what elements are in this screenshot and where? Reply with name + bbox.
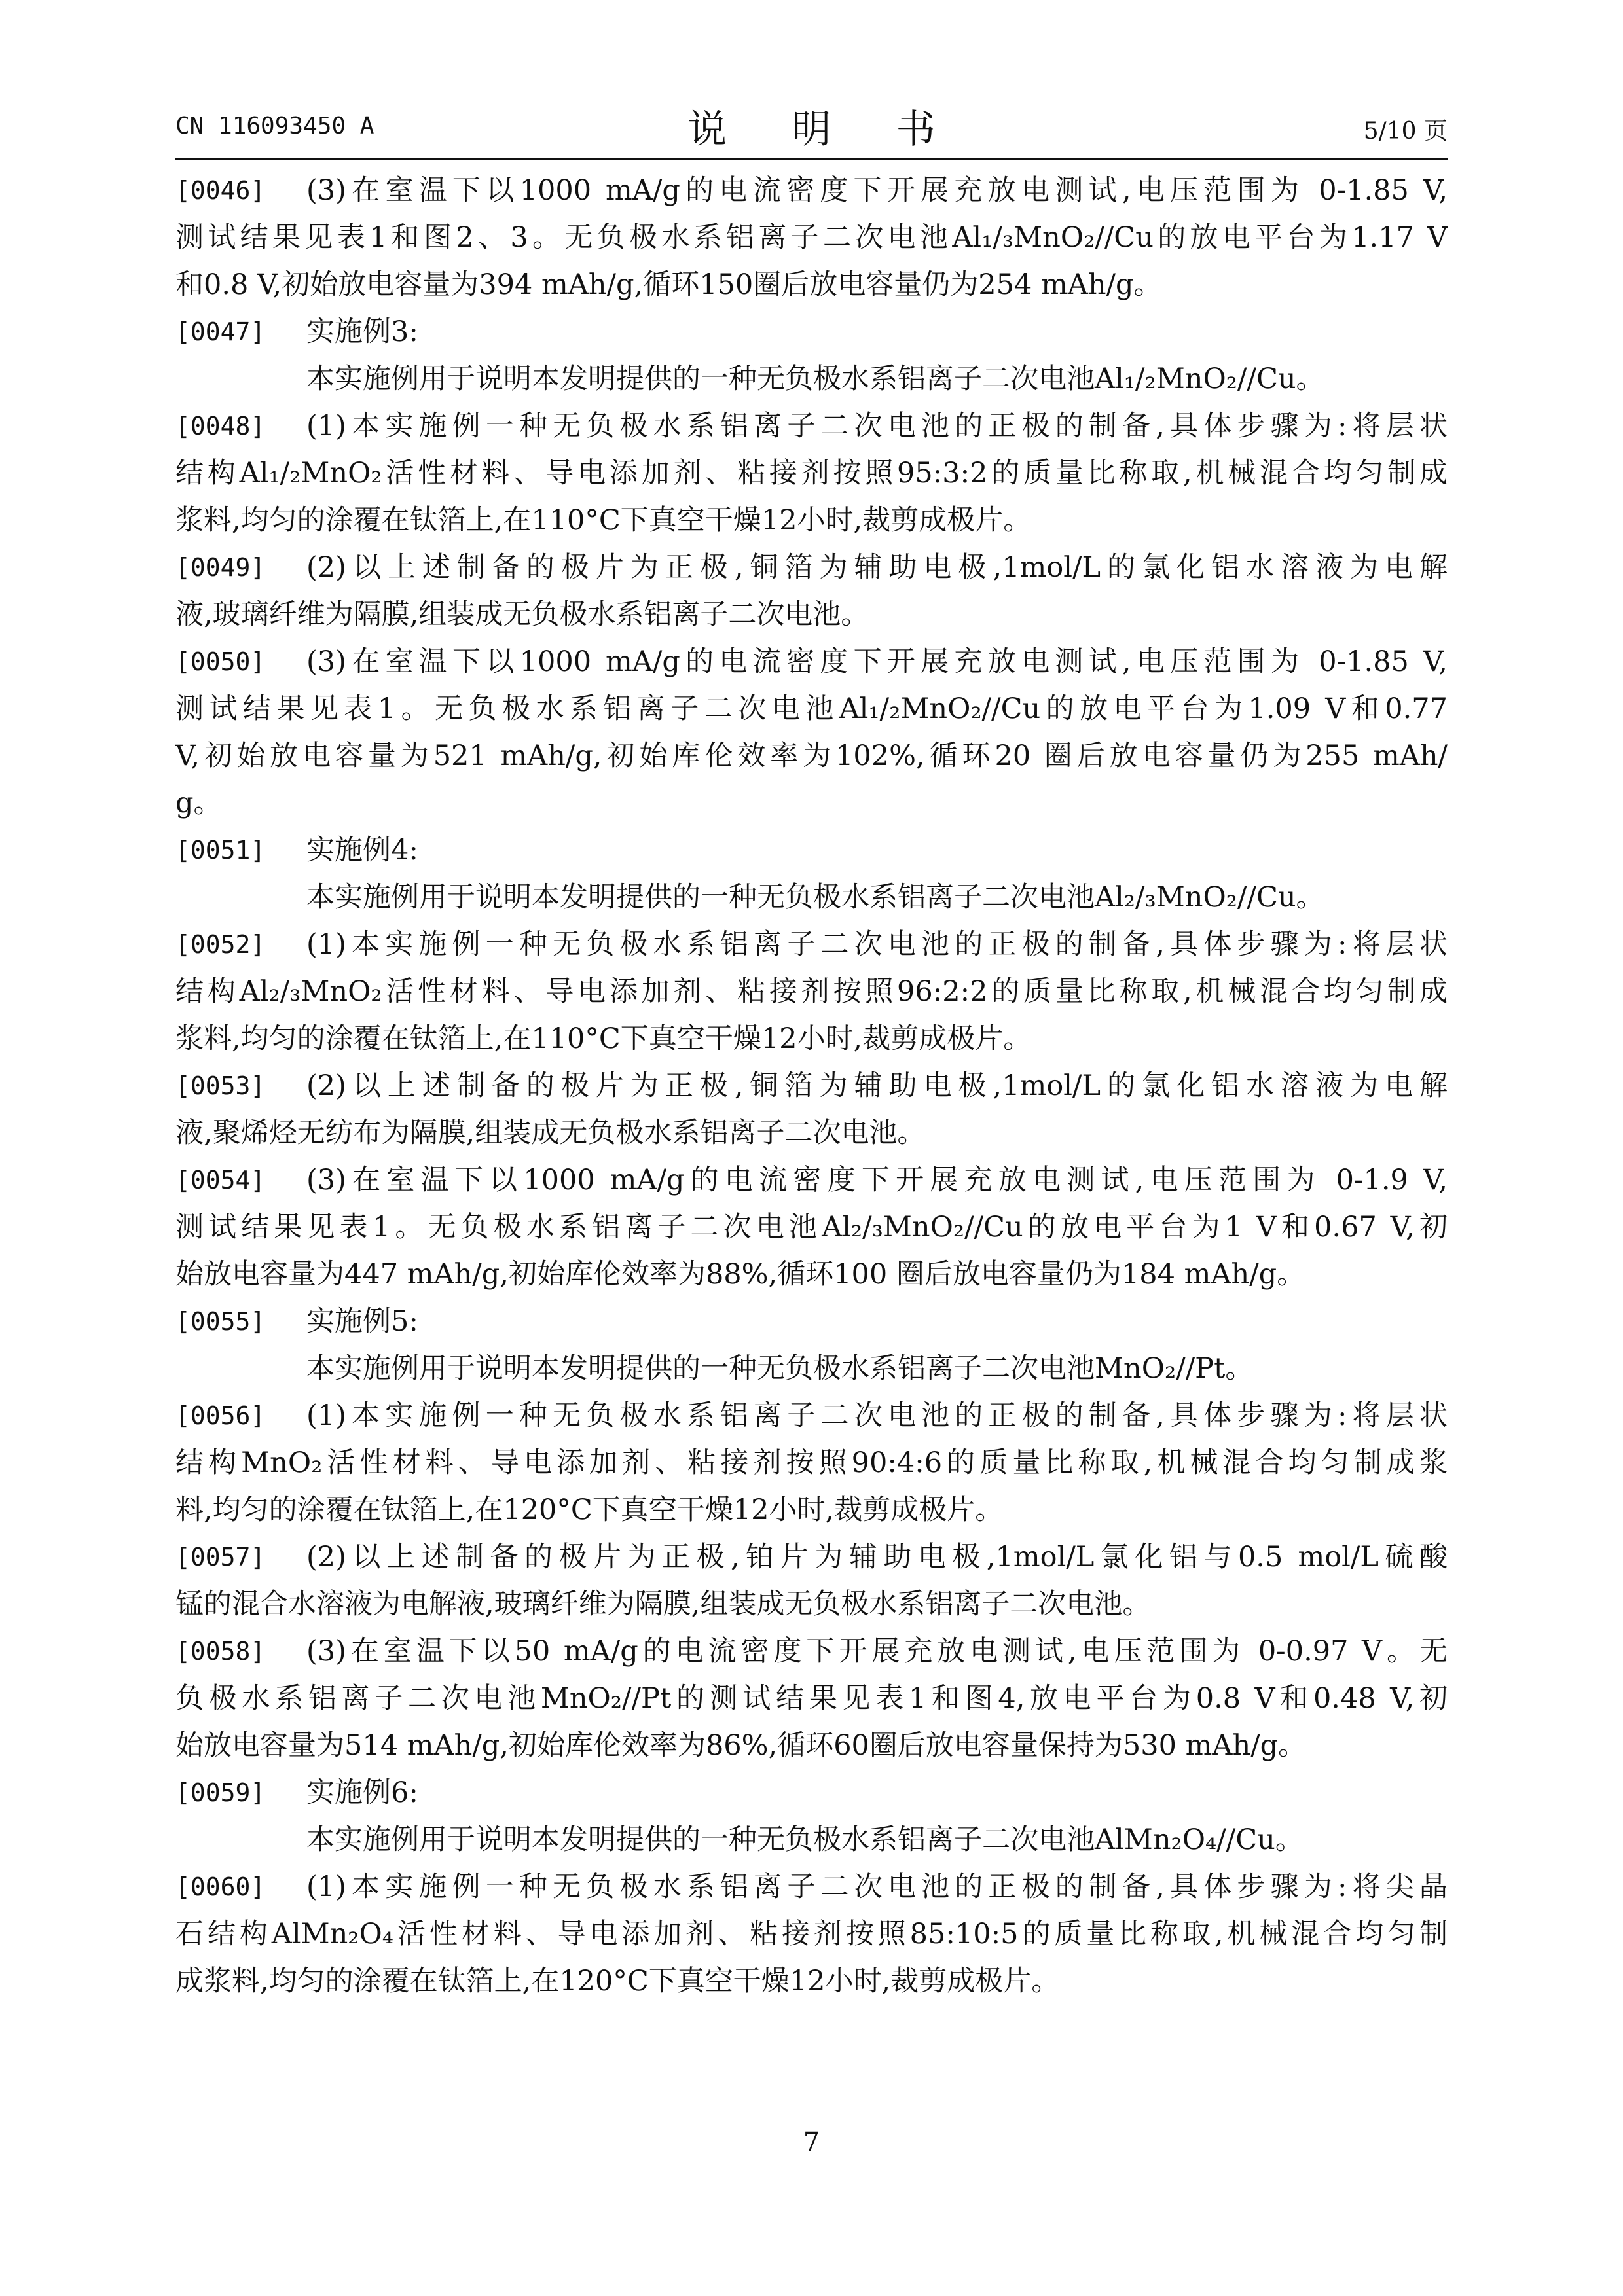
paragraph-line: 结构Al₁/₂MnO₂活性材料、导电添加剂、粘接剂按照95:3:2的质量比称取,机械混合均匀制成 bbox=[175, 457, 1448, 490]
paragraph bbox=[175, 1157, 1448, 1298]
paragraph-line: 料,均匀的涂覆在钛箔上,在120°C下真空干燥12小时,裁剪成极片。 bbox=[175, 1494, 1004, 1526]
paragraph-number: [0049] bbox=[175, 553, 266, 582]
page-of-total: 5/10 页 bbox=[1363, 118, 1448, 145]
paragraph-line: 和0.8 V,初始放电容量为394 mAh/g,循环150圈后放电容量仍为254 mAh/g。 bbox=[175, 268, 1162, 301]
paragraph bbox=[175, 1345, 1448, 1392]
paragraph-number: [0050] bbox=[175, 647, 266, 676]
page-header bbox=[175, 98, 1448, 157]
paragraph-number: [0051] bbox=[175, 836, 266, 865]
document-body bbox=[175, 167, 1448, 2005]
paragraph-line: 测试结果见表1。无负极水系铝离子二次电池Al₂/₃MnO₂//Cu的放电平台为1 V和0.67 V,初 bbox=[175, 1211, 1448, 1244]
paragraph bbox=[175, 167, 1448, 308]
paragraph bbox=[175, 638, 1448, 827]
paragraph-line: 锰的混合水溶液为电解液,玻璃纤维为隔膜,组装成无负极水系铝离子二次电池。 bbox=[175, 1588, 1151, 1621]
paragraph-line: 结构MnO₂活性材料、导电添加剂、粘接剂按照90:4:6的质量比称取,机械混合均匀制成浆 bbox=[175, 1446, 1448, 1479]
paragraph-line: 浆料,均匀的涂覆在钛箔上,在110°C下真空干燥12小时,裁剪成极片。 bbox=[175, 504, 1032, 537]
paragraph-number: [0054] bbox=[175, 1166, 266, 1194]
paragraph bbox=[175, 403, 1448, 544]
paragraph-line: 液,玻璃纤维为隔膜,组装成无负极水系铝离子二次电池。 bbox=[175, 598, 869, 631]
paragraph-line: 实施例5: bbox=[306, 1305, 418, 1338]
paragraph bbox=[175, 1298, 1448, 1345]
paragraph-line: 本实施例用于说明本发明提供的一种无负极水系铝离子二次电池Al₂/₃MnO₂//Cu。 bbox=[306, 881, 1324, 914]
paragraph-line: 结构Al₂/₃MnO₂活性材料、导电添加剂、粘接剂按照96:2:2的质量比称取,机械混合均匀制成 bbox=[175, 975, 1448, 1008]
paragraph bbox=[175, 1062, 1448, 1157]
paragraph-line: 液,聚烯烃无纺布为隔膜,组装成无负极水系铝离子二次电池。 bbox=[175, 1117, 926, 1149]
paragraph-line: (1)本实施例一种无负极水系铝离子二次电池的正极的制备,具体步骤为:将层状 bbox=[306, 1399, 1448, 1432]
paragraph bbox=[175, 544, 1448, 638]
paragraph-line: (3)在室温下以50 mA/g的电流密度下开展充放电测试,电压范围为 0-0.97 V。无 bbox=[306, 1635, 1448, 1668]
paragraph-line: 测试结果见表1和图2、3。无负极水系铝离子二次电池Al₁/₃MnO₂//Cu的放电平台为1.17 V bbox=[175, 221, 1448, 254]
document-id: CN 116093450 A bbox=[175, 113, 374, 139]
paragraph-line: (1)本实施例一种无负极水系铝离子二次电池的正极的制备,具体步骤为:将层状 bbox=[306, 928, 1448, 961]
paragraph-line: 测试结果见表1。无负极水系铝离子二次电池Al₁/₂MnO₂//Cu的放电平台为1.09 V和0.77 bbox=[175, 692, 1448, 725]
paragraph bbox=[175, 1534, 1448, 1628]
paragraph-line: (2)以上述制备的极片为正极,铜箔为辅助电极,1mol/L的氯化铝水溶液为电解 bbox=[306, 551, 1448, 584]
paragraph bbox=[175, 308, 1448, 355]
paragraph-line: 实施例3: bbox=[306, 315, 418, 348]
paragraph bbox=[175, 827, 1448, 874]
paragraph-number: [0059] bbox=[175, 1778, 266, 1807]
paragraph-number: [0048] bbox=[175, 412, 266, 440]
paragraph-line: 本实施例用于说明本发明提供的一种无负极水系铝离子二次电池Al₁/₂MnO₂//Cu。 bbox=[306, 363, 1324, 395]
paragraph-number: [0052] bbox=[175, 930, 266, 959]
paragraph-line: 石结构AlMn₂O₄活性材料、导电添加剂、粘接剂按照85:10:5的质量比称取,机械混合均匀制 bbox=[175, 1918, 1448, 1950]
paragraph bbox=[175, 1769, 1448, 1816]
paragraph-line: (3)在室温下以1000 mA/g的电流密度下开展充放电测试,电压范围为 0-1.85 V, bbox=[306, 645, 1448, 678]
paragraph-line: 本实施例用于说明本发明提供的一种无负极水系铝离子二次电池MnO₂//Pt。 bbox=[306, 1352, 1254, 1385]
paragraph-line: 实施例6: bbox=[306, 1776, 418, 1809]
paragraph-line: g。 bbox=[175, 787, 222, 819]
paragraph-number: [0060] bbox=[175, 1873, 266, 1901]
paragraph bbox=[175, 1628, 1448, 1769]
paragraph-line: 始放电容量为447 mAh/g,初始库伦效率为88%,循环100 圈后放电容量仍为184 mAh/g。 bbox=[175, 1258, 1305, 1291]
paragraph bbox=[175, 1863, 1448, 2005]
paragraph bbox=[175, 1392, 1448, 1534]
paragraph-line: 负极水系铝离子二次电池MnO₂//Pt的测试结果见表1和图4,放电平台为0.8 V和0.48 V,初 bbox=[175, 1682, 1448, 1715]
paragraph-line: V,初始放电容量为521 mAh/g,初始库伦效率为102%,循环20 圈后放电容量仍为255 mAh/ bbox=[175, 740, 1448, 772]
paragraph-number: [0046] bbox=[175, 176, 266, 205]
paragraph-number: [0056] bbox=[175, 1401, 266, 1430]
page-number: 7 bbox=[803, 2127, 820, 2157]
paragraph-line: 本实施例用于说明本发明提供的一种无负极水系铝离子二次电池AlMn₂O₄//Cu。 bbox=[306, 1823, 1304, 1856]
paragraph-line: 始放电容量为514 mAh/g,初始库伦效率为86%,循环60圈后放电容量保持为530 mAh/g。 bbox=[175, 1729, 1307, 1762]
paragraph-line: 成浆料,均匀的涂覆在钛箔上,在120°C下真空干燥12小时,裁剪成极片。 bbox=[175, 1965, 1060, 1998]
paragraph bbox=[175, 921, 1448, 1062]
paragraph-number: [0057] bbox=[175, 1543, 266, 1571]
paragraph bbox=[175, 874, 1448, 921]
paragraph-number: [0053] bbox=[175, 1071, 266, 1100]
paragraph-line: 浆料,均匀的涂覆在钛箔上,在110°C下真空干燥12小时,裁剪成极片。 bbox=[175, 1022, 1032, 1055]
paragraph-line: (1)本实施例一种无负极水系铝离子二次电池的正极的制备,具体步骤为:将尖晶 bbox=[306, 1871, 1448, 1903]
paragraph-line: (2)以上述制备的极片为正极,铂片为辅助电极,1mol/L氯化铝与0.5 mol/L硫酸 bbox=[306, 1541, 1448, 1573]
paragraph bbox=[175, 1816, 1448, 1863]
paragraph-number: [0047] bbox=[175, 317, 266, 346]
paragraph bbox=[175, 355, 1448, 403]
document-title: 说 明 书 bbox=[687, 107, 962, 152]
paragraph-line: (3)在室温下以1000 mA/g的电流密度下开展充放电测试,电压范围为 0-1.85 V, bbox=[306, 174, 1448, 207]
paragraph-line: (3)在室温下以1000 mA/g的电流密度下开展充放电测试,电压范围为 0-1.9 V, bbox=[306, 1164, 1448, 1196]
paragraph-number: [0058] bbox=[175, 1637, 266, 1666]
paragraph-line: (2)以上述制备的极片为正极,铜箔为辅助电极,1mol/L的氯化铝水溶液为电解 bbox=[306, 1069, 1448, 1102]
paragraph-line: (1)本实施例一种无负极水系铝离子二次电池的正极的制备,具体步骤为:将层状 bbox=[306, 410, 1448, 442]
paragraph-line: 实施例4: bbox=[306, 834, 418, 867]
header-rule bbox=[175, 158, 1448, 160]
paragraph-number: [0055] bbox=[175, 1307, 266, 1336]
